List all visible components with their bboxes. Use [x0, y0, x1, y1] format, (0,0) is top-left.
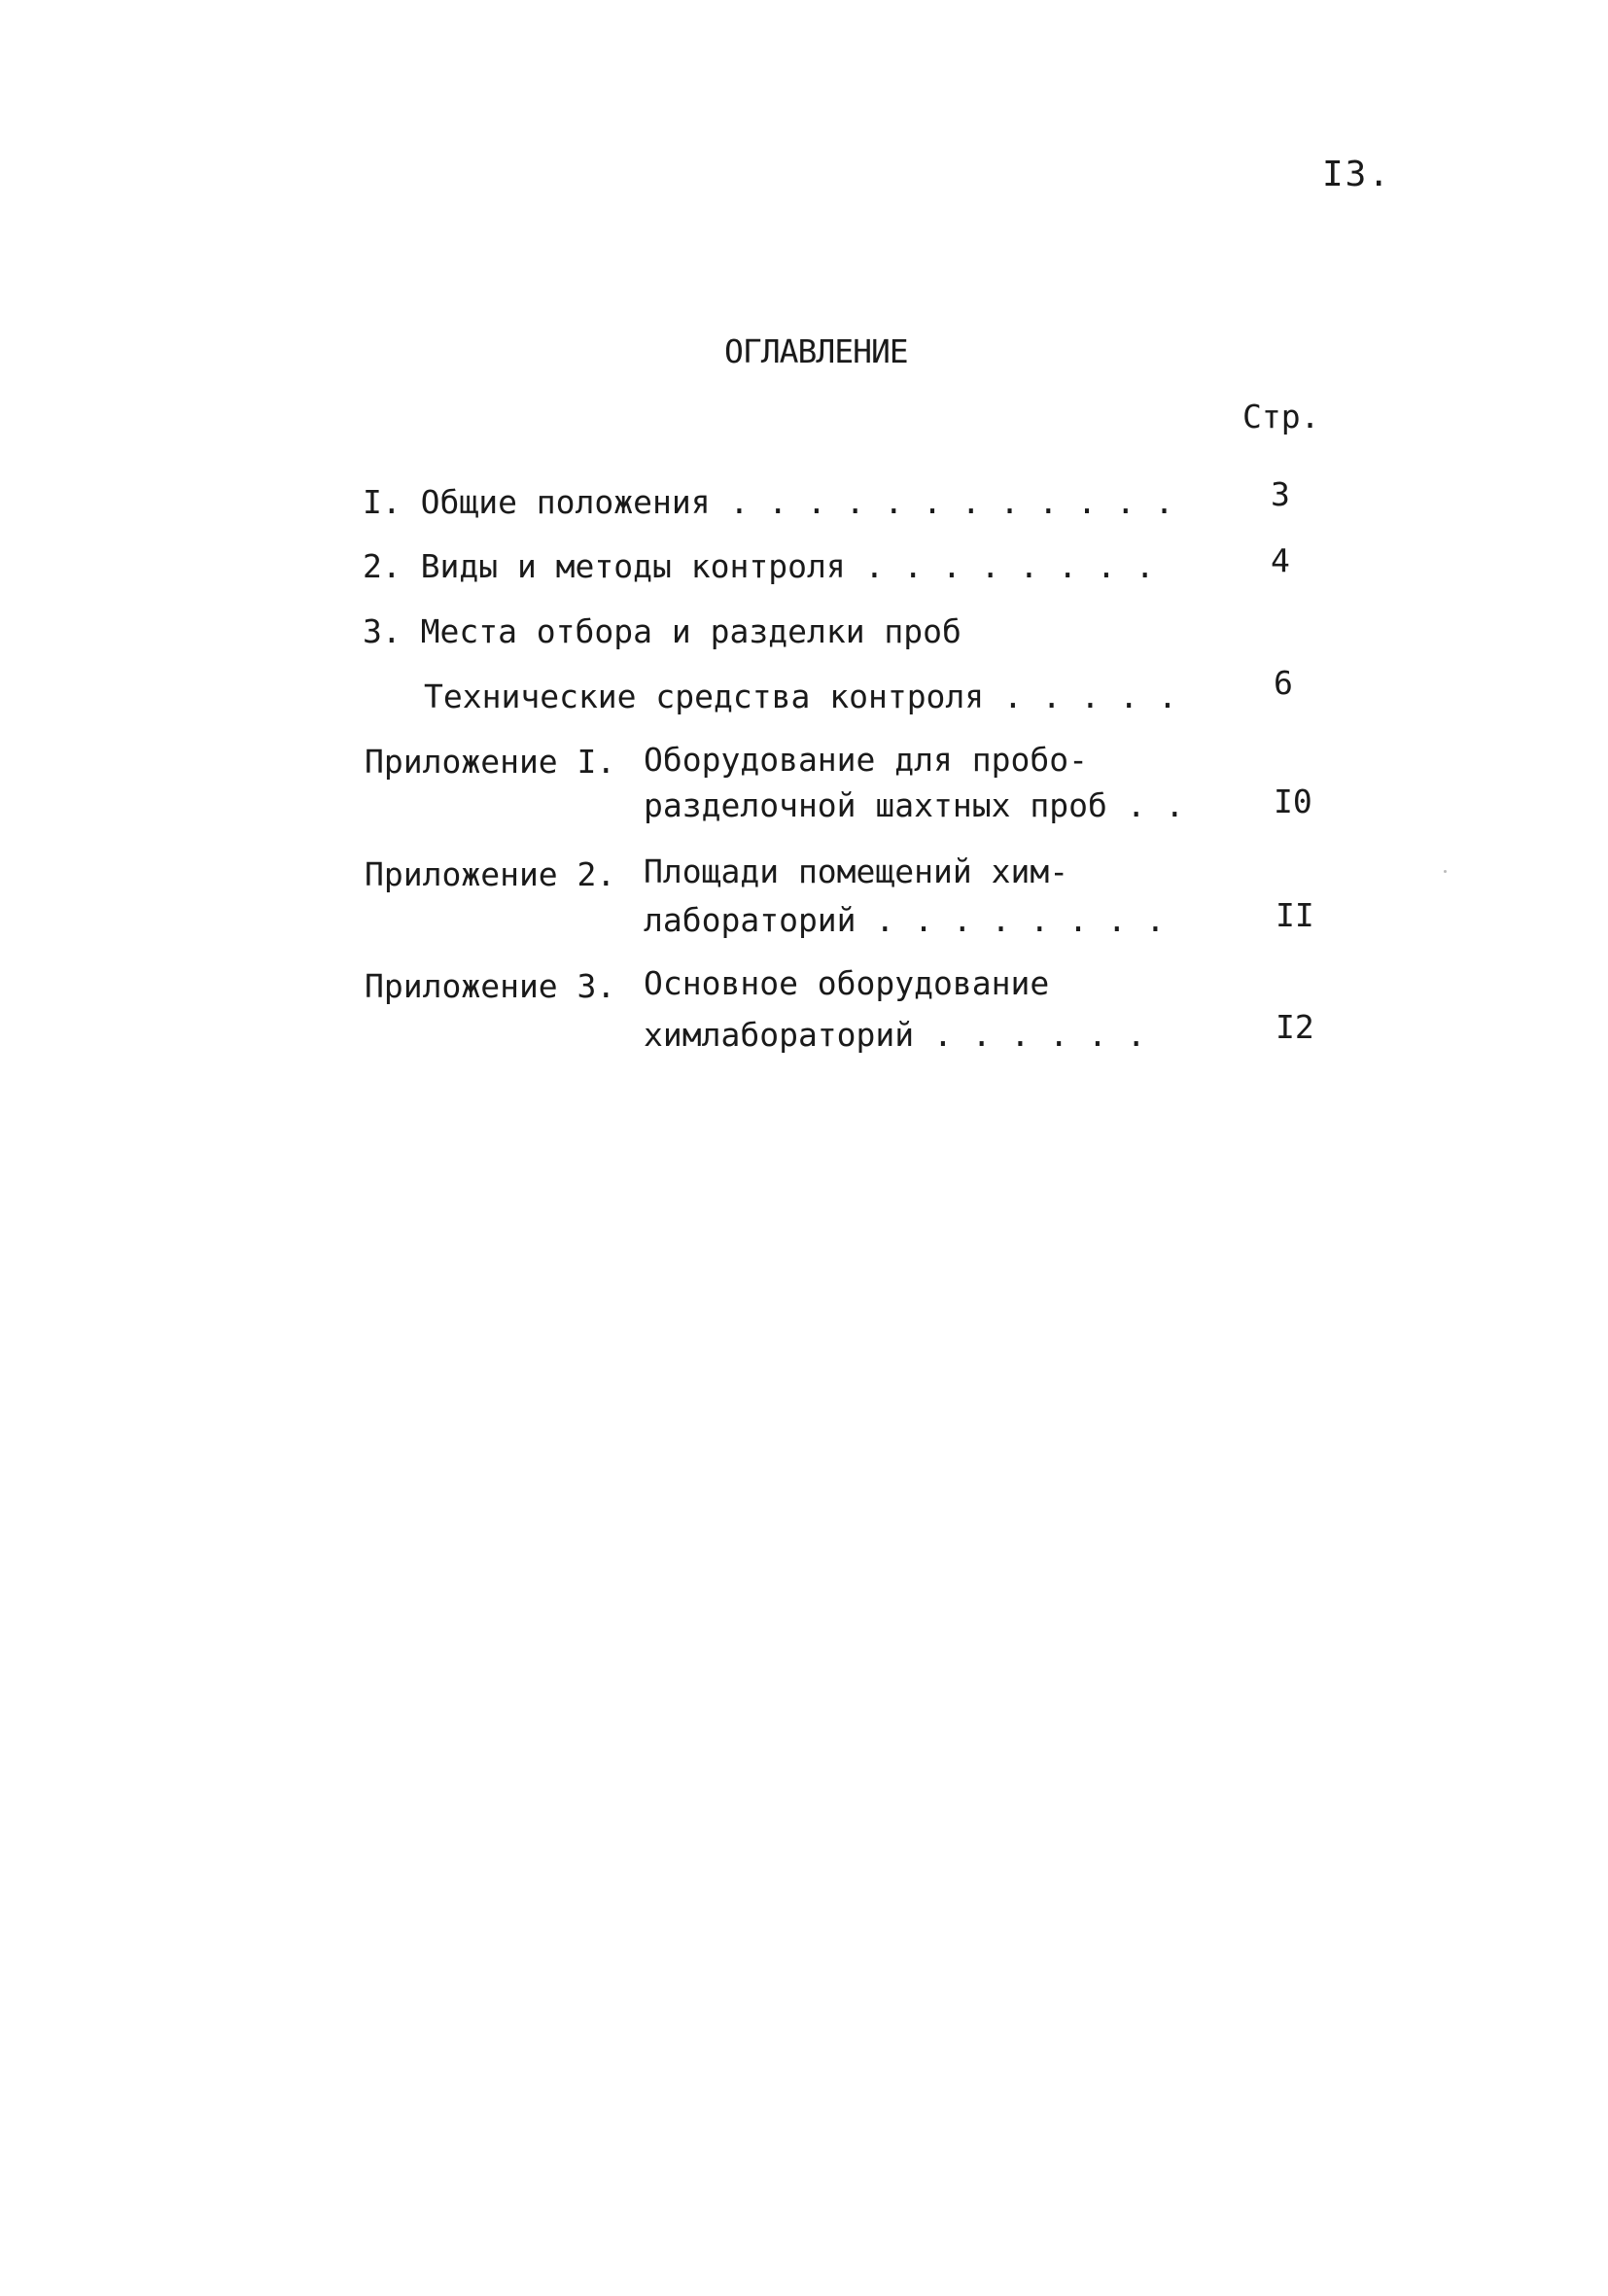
- toc-entry-3-text: 3. Места отбора и разделки проб: [363, 612, 961, 650]
- toc-entry-2-text: 2. Виды и методы контроля . . . . . . . .: [363, 547, 1155, 585]
- appendix-1-label: Приложение I.: [365, 743, 616, 781]
- toc-entry-1-text: I. Общие положения . . . . . . . . . . . .: [363, 483, 1174, 521]
- appendix-2-line2: лабораторий . . . . . . . .: [644, 901, 1166, 939]
- toc-entry-4-page: 6: [1274, 664, 1293, 702]
- appendix-1-page: I0: [1274, 783, 1312, 820]
- toc-entry-2-page: 4: [1271, 541, 1290, 579]
- appendix-2-label: Приложение 2.: [365, 855, 616, 893]
- appendix-2-line1: Площади помещений хим-: [644, 852, 1069, 890]
- toc-entry-1-page: 3: [1271, 475, 1290, 513]
- appendix-3-label: Приложение 3.: [365, 967, 616, 1005]
- appendix-1-line1: Оборудование для пробо-: [644, 741, 1088, 779]
- appendix-3-line2: химлабораторий . . . . . .: [644, 1016, 1146, 1054]
- page-number: I3.: [1322, 155, 1392, 194]
- toc-entry-4-text: Технические средства контроля . . . . .: [424, 678, 1177, 715]
- appendix-3-page: I2: [1276, 1008, 1314, 1046]
- appendix-3-line1: Основное оборудование: [644, 964, 1050, 1002]
- appendix-1-line2: разделочной шахтных проб . .: [644, 786, 1185, 824]
- scan-speck: [1444, 870, 1447, 873]
- page-column-header: Стр.: [1242, 398, 1320, 435]
- appendix-2-page: II: [1276, 896, 1314, 934]
- toc-title: ОГЛАВЛЕНИЕ: [724, 332, 908, 370]
